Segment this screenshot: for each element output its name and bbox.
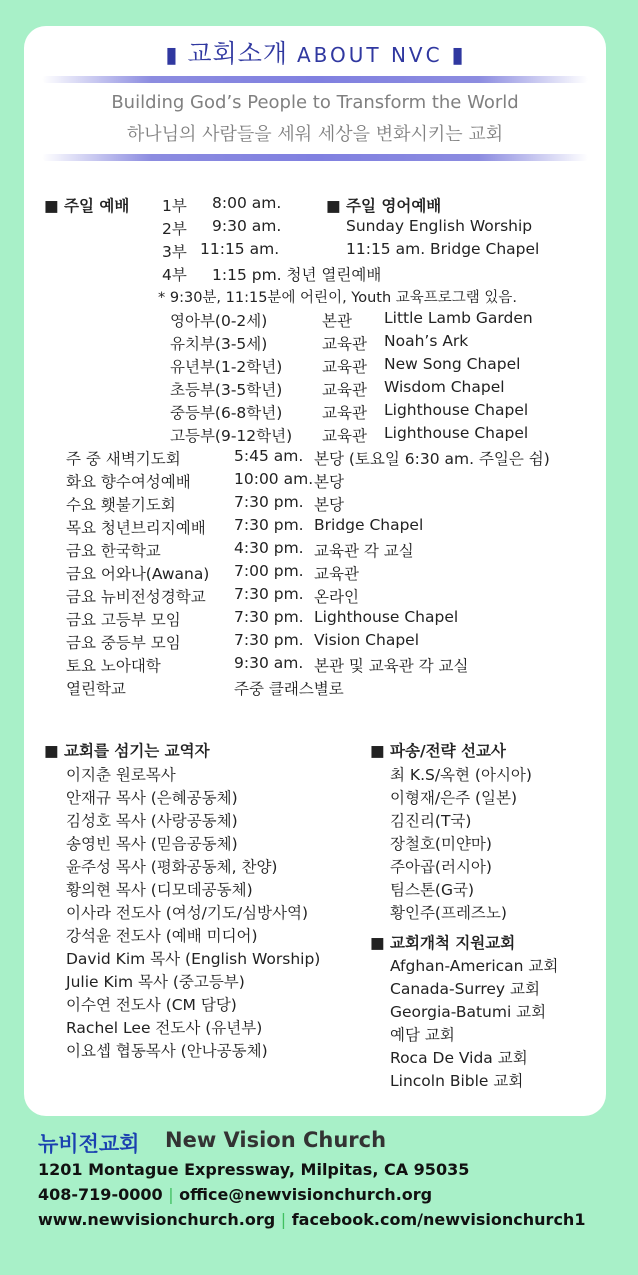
youth-dept: 초등부(3-5학년) (170, 381, 283, 399)
header-title-en: ABOUT NVC (296, 43, 443, 67)
email-link[interactable]: office@newvisionchurch.org (179, 1185, 433, 1204)
contact-line (38, 1185, 432, 1204)
service-time: 11:15 am. (200, 240, 280, 258)
weekly-event-place: Vision Chapel (314, 631, 420, 649)
english-worship-heading: ■ 주일 영어예배 (326, 197, 442, 215)
weekly-event-name: 목요 청년브리지예배 (66, 519, 206, 537)
weekly-event-place: Bridge Chapel (314, 516, 424, 534)
church-address: 1201 Montague Expressway, Milpitas, CA 95035 (38, 1160, 470, 1179)
staff-item: 이수연 전도사 (CM 담당) (66, 996, 237, 1014)
service-time: 9:30 am. (212, 217, 282, 235)
website-link[interactable]: www.newvisionchurch.org (38, 1210, 276, 1229)
youth-dept: 영아부(0-2세) (170, 312, 268, 330)
weekly-event-name: 화요 향수여성예배 (66, 473, 191, 491)
church-plant-item: Lincoln Bible 교회 (390, 1072, 524, 1090)
weekly-event-name: 열린학교 (66, 680, 126, 698)
weekly-event-name: 금요 고등부 모임 (66, 611, 181, 629)
weekly-event-name: 토요 노아대학 (66, 657, 161, 675)
staff-item: Rachel Lee 전도사 (유년부) (66, 1019, 263, 1037)
missionaries-heading: ■ 파송/전략 선교사 (370, 742, 506, 760)
youth-building: 교육관 (322, 381, 367, 399)
staff-item: 윤주성 목사 (평화공동체, 찬양) (66, 858, 278, 876)
english-worship-line: 11:15 am. Bridge Chapel (346, 240, 540, 258)
weekly-event-time: 주중 클래스별로 (234, 680, 344, 698)
weekly-event-time: 9:30 am. (234, 654, 304, 672)
weekly-event-time: 7:30 pm. (234, 516, 304, 534)
english-worship-line: Sunday English Worship (346, 217, 533, 235)
weekly-event-time: 7:30 pm. (234, 493, 304, 511)
missionary-item: 이형재/은주 (일본) (390, 789, 518, 807)
weekly-event-name: 금요 중등부 모임 (66, 634, 181, 652)
header-left-marker: ▮ (165, 43, 179, 68)
service-number: 1부 (162, 197, 187, 215)
missionary-item: 주아곱(러시아) (390, 858, 492, 876)
page-header (24, 34, 606, 70)
separator: | (280, 1210, 287, 1229)
tagline-ko: 하나님의 사람들을 세워 세상을 변화시키는 교회 (126, 124, 504, 145)
header-title-ko: 교회소개 (187, 39, 289, 68)
youth-room: Wisdom Chapel (384, 378, 505, 396)
youth-dept: 유년부(1-2학년) (170, 358, 283, 376)
staff-item: 이요셉 협동목사 (안나공동체) (66, 1042, 268, 1060)
separator: | (168, 1185, 174, 1204)
service-number: 3부 (162, 243, 187, 261)
weekly-event-time: 4:30 pm. (234, 539, 304, 557)
missionary-item: 김진리(T국) (390, 812, 472, 830)
youth-room: Lighthouse Chapel (384, 424, 529, 442)
weekly-event-name: 주 중 새벽기도회 (66, 450, 181, 468)
tagline-en: Building God’s People to Transform the World (111, 92, 519, 113)
youth-room: Little Lamb Garden (384, 309, 533, 327)
weekly-event-place: 교육관 (314, 565, 359, 583)
web-line (38, 1210, 585, 1229)
youth-building: 교육관 (322, 404, 367, 422)
youth-room: New Song Chapel (384, 355, 521, 373)
staff-item: David Kim 목사 (English Worship) (66, 950, 321, 968)
weekly-event-place: 본당 (314, 473, 344, 491)
youth-building: 교육관 (322, 427, 367, 445)
youth-building: 교육관 (322, 358, 367, 376)
staff-item: 송영빈 목사 (믿음공동체) (66, 835, 238, 853)
staff-item: 이사라 전도사 (여성/기도/심방사역) (66, 904, 309, 922)
staff-item: 황의현 목사 (디모데공동체) (66, 881, 253, 899)
weekly-event-place: 본당 (314, 496, 344, 514)
weekly-event-time: 7:30 pm. (234, 585, 304, 603)
header-right-marker: ▮ (451, 43, 465, 68)
church-name-ko: 뉴비전교회 (38, 1132, 140, 1156)
info-card (24, 26, 606, 1116)
service-time: 1:15 pm. 청년 열린예배 (212, 266, 382, 284)
missionary-item: 장철호(미얀마) (390, 835, 492, 853)
church-plant-item: Afghan-American 교회 (390, 957, 559, 975)
church-plants-heading: ■ 교회개척 지원교회 (370, 934, 516, 952)
staff-item: Julie Kim 목사 (중고등부) (66, 973, 245, 991)
staff-item: 강석윤 전도사 (예배 미디어) (66, 927, 258, 945)
missionary-item: 황인주(프레즈노) (390, 904, 507, 922)
church-plant-item: Roca De Vida 교회 (390, 1049, 528, 1067)
weekly-event-place: 온라인 (314, 588, 359, 606)
church-plant-item: Georgia-Batumi 교회 (390, 1003, 547, 1021)
facebook-link[interactable]: facebook.com/newvisionchurch1 (291, 1210, 586, 1229)
missionary-item: 최 K.S/옥현 (아시아) (390, 766, 532, 784)
church-plant-item: Canada-Surrey 교회 (390, 980, 540, 998)
service-time: 8:00 am. (212, 194, 282, 212)
weekly-event-name: 금요 뉴비전성경학교 (66, 588, 206, 606)
youth-dept: 유치부(3-5세) (170, 335, 268, 353)
weekly-event-place: 본당 (토요일 6:30 am. 주일은 쉼) (314, 450, 550, 468)
missionary-item: 팀스톤(G국) (390, 881, 474, 899)
weekly-event-time: 7:30 pm. (234, 631, 304, 649)
weekly-event-place: 본관 및 교육관 각 교실 (314, 657, 469, 675)
youth-building: 교육관 (322, 335, 367, 353)
weekly-event-time: 7:00 pm. (234, 562, 304, 580)
youth-dept: 중등부(6-8학년) (170, 404, 283, 422)
church-name-en: New Vision Church (165, 1128, 387, 1152)
service-number: 4부 (162, 266, 187, 284)
weekly-event-place: Lighthouse Chapel (314, 608, 459, 626)
weekly-event-name: 금요 한국학교 (66, 542, 161, 560)
bottom-divider (42, 154, 588, 161)
church-plant-item: 예담 교회 (390, 1026, 455, 1044)
youth-room: Noah’s Ark (384, 332, 469, 350)
sunday-worship-heading: ■ 주일 예배 (44, 197, 130, 215)
weekly-event-time: 5:45 am. (234, 447, 304, 465)
staff-item: 김성호 목사 (사랑공동체) (66, 812, 238, 830)
staff-item: 이지춘 원로목사 (66, 766, 176, 784)
top-divider (42, 76, 588, 83)
youth-building: 본관 (322, 312, 352, 330)
weekly-event-place: 교육관 각 교실 (314, 542, 414, 560)
weekly-event-name: 금요 어와나(Awana) (66, 565, 210, 583)
weekly-event-time: 7:30 pm. (234, 608, 304, 626)
weekly-event-time: 10:00 am. (234, 470, 314, 488)
weekly-event-name: 수요 횃불기도회 (66, 496, 176, 514)
service-number: 2부 (162, 220, 187, 238)
staff-heading: ■ 교회를 섬기는 교역자 (44, 742, 210, 760)
youth-room: Lighthouse Chapel (384, 401, 529, 419)
phone-number[interactable]: 408-719-0000 (38, 1185, 163, 1204)
staff-item: 안재규 목사 (은혜공동체) (66, 789, 238, 807)
youth-dept: 고등부(9-12학년) (170, 427, 293, 445)
education-note: * 9:30분, 11:15분에 어린이, Youth 교육프로그램 있음. (158, 290, 518, 306)
